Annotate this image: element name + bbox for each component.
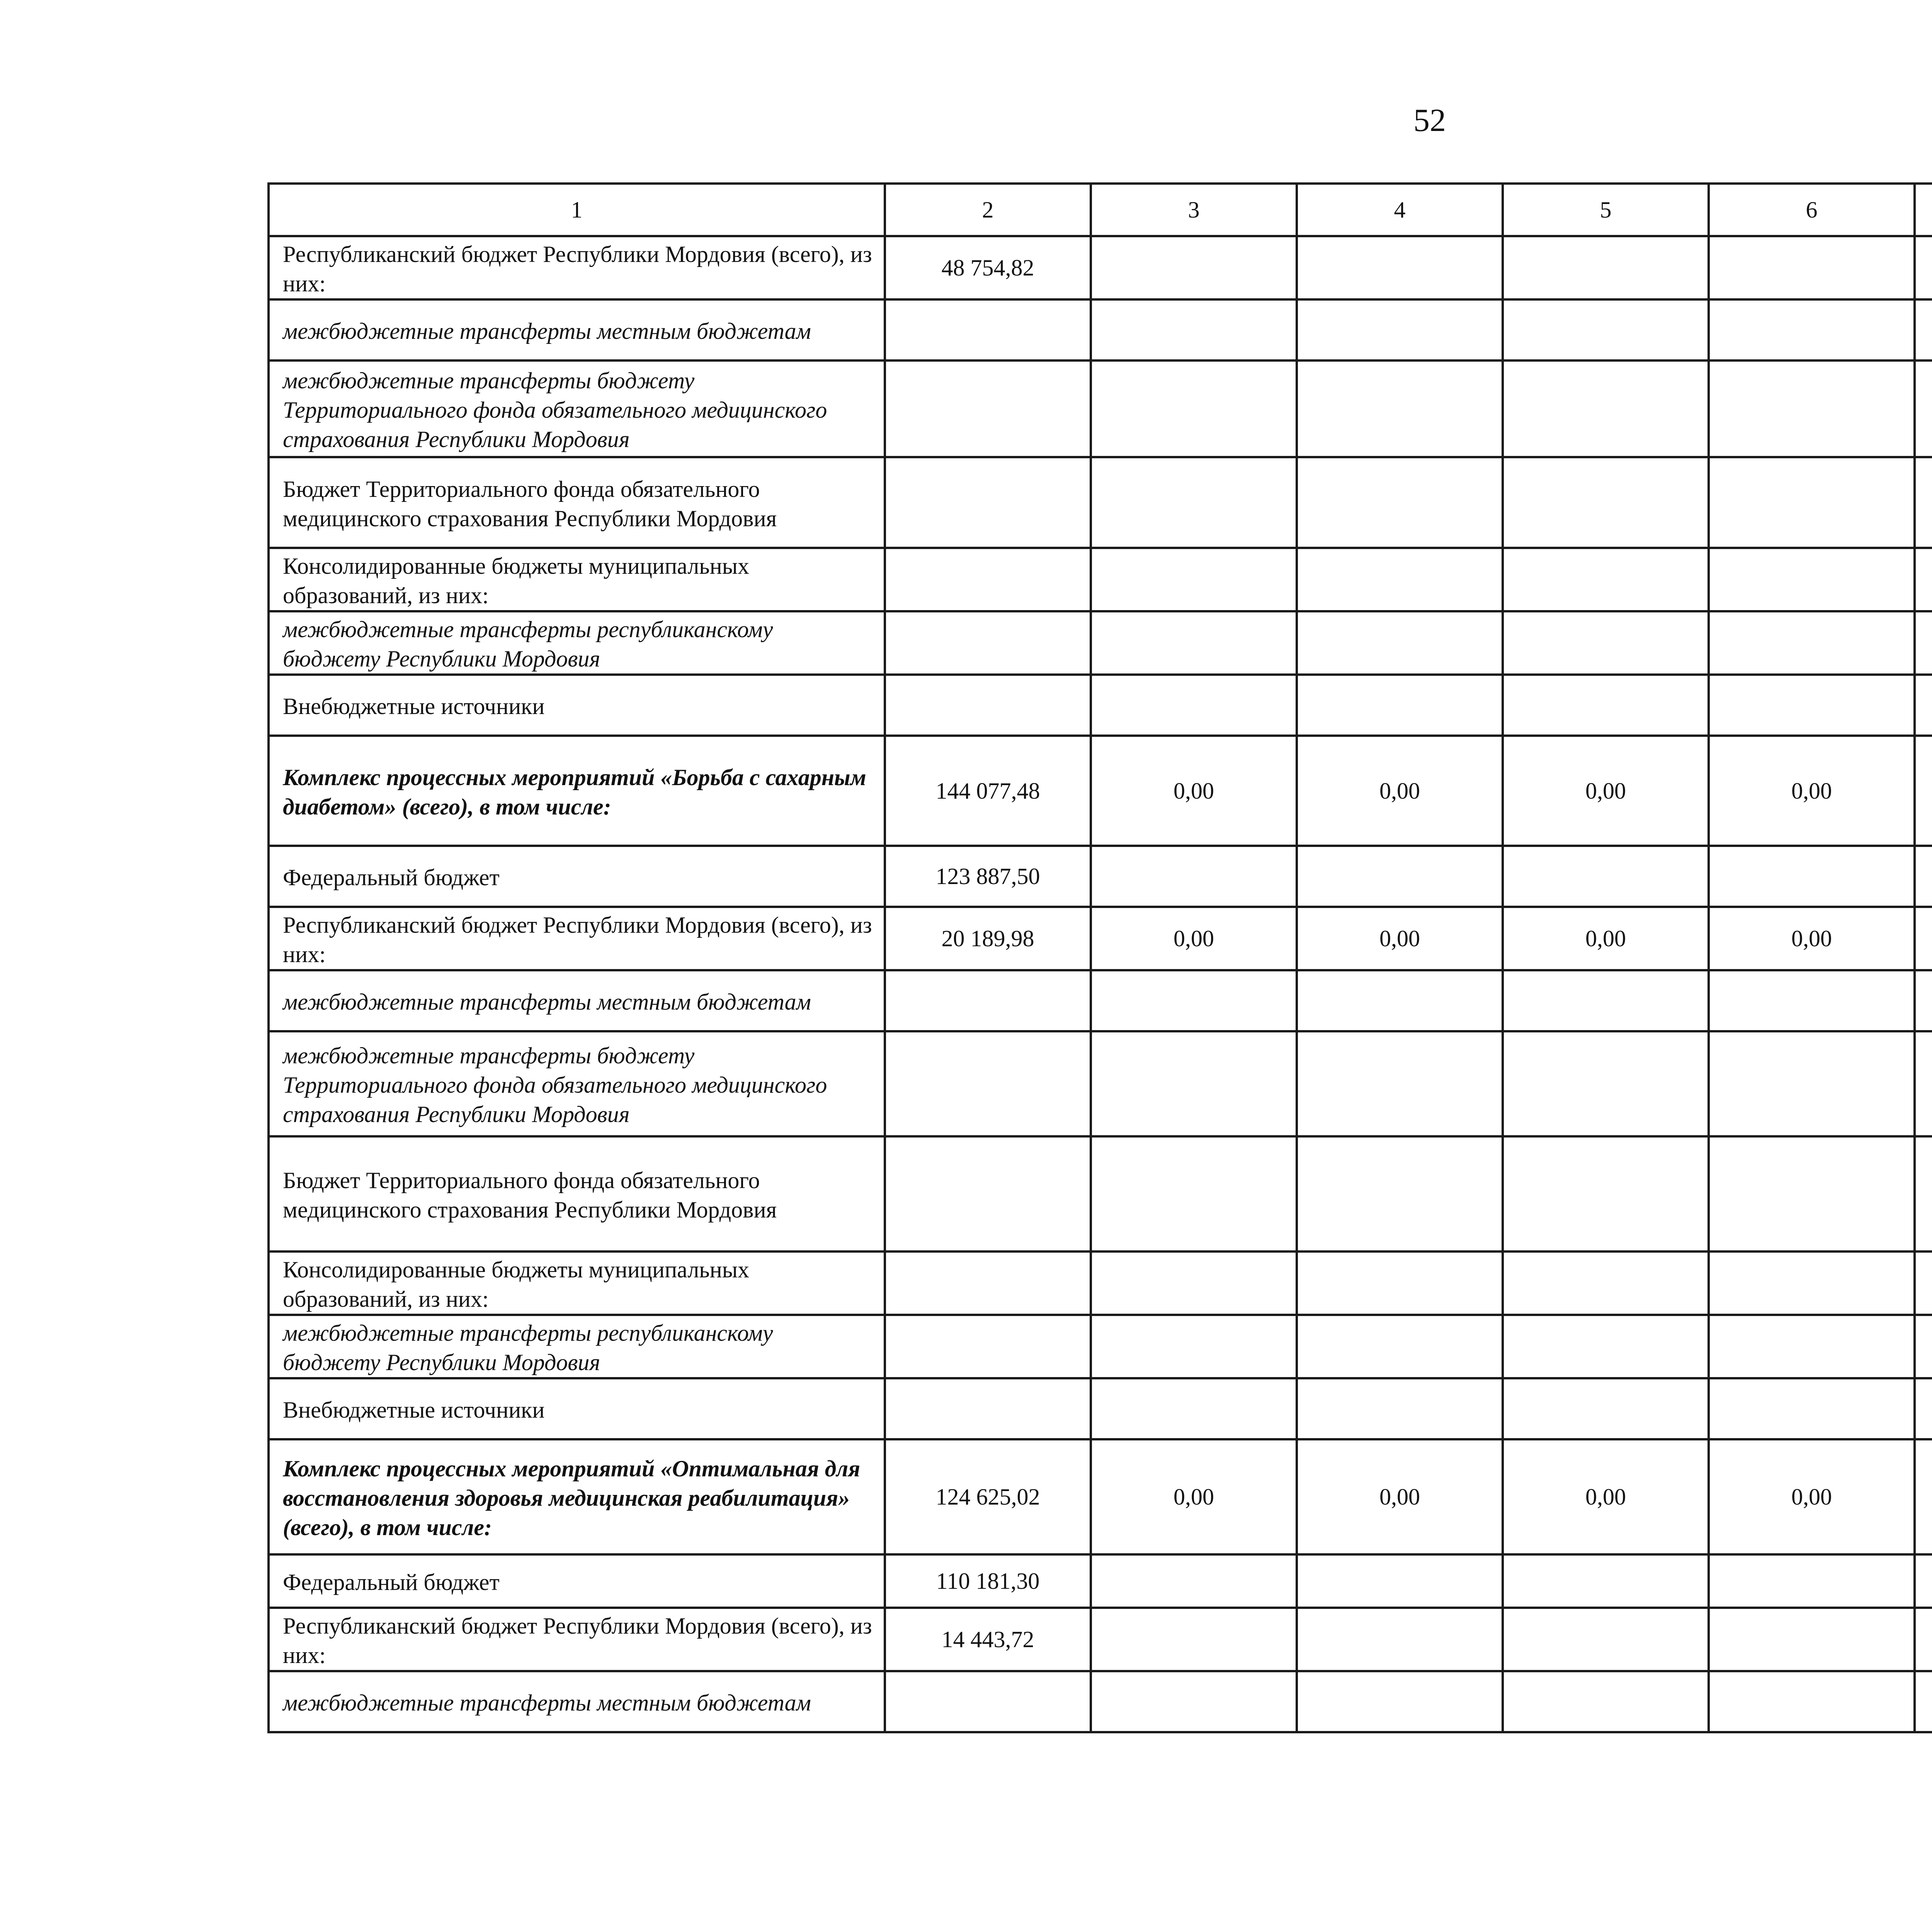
value-cell (885, 1315, 1091, 1378)
value-cell (1503, 970, 1709, 1031)
value-cell (1915, 611, 1932, 675)
row-label: Комплекс процессных мероприятий «Оптимальная для восстановления здоровья медицинская реабилитация» (всего), в том числе: (269, 1439, 885, 1554)
value-cell: 14 443,72 (885, 1608, 1091, 1671)
value-cell (1915, 457, 1932, 548)
row-label: межбюджетные трансферты республиканскому бюджету Республики Мордовия (269, 611, 885, 675)
value-cell (1915, 846, 1932, 907)
value-cell (1915, 1251, 1932, 1315)
value-cell (1503, 1251, 1709, 1315)
value-cell (1091, 1378, 1297, 1439)
value-cell: 0,00 (1091, 907, 1297, 970)
value-cell (1503, 1608, 1709, 1671)
value-cell (1503, 1136, 1709, 1251)
value-cell (885, 611, 1091, 675)
value-cell: 0,00 (1091, 1439, 1297, 1554)
value-cell (1709, 457, 1915, 548)
value-cell (1709, 611, 1915, 675)
row-label: Внебюджетные источники (269, 675, 885, 736)
value-cell (1091, 1608, 1297, 1671)
value-cell (1915, 236, 1932, 299)
value-cell (1297, 299, 1503, 360)
value-cell (1709, 1315, 1915, 1378)
value-cell (1503, 1554, 1709, 1608)
value-cell (1915, 299, 1932, 360)
table-row (269, 736, 1932, 846)
value-cell: 0,00 (1709, 736, 1915, 846)
value-cell (1915, 736, 1932, 846)
column-number: 5 (1503, 184, 1709, 236)
row-label: Консолидированные бюджеты муниципальных образований, из них: (269, 1251, 885, 1315)
table-row (269, 1136, 1932, 1251)
value-cell (1503, 846, 1709, 907)
value-cell (1297, 548, 1503, 611)
value-cell: 0,00 (1297, 736, 1503, 846)
value-cell (1091, 236, 1297, 299)
value-cell (1503, 1315, 1709, 1378)
row-label: межбюджетные трансферты местным бюджетам (269, 299, 885, 360)
value-cell (1915, 548, 1932, 611)
value-cell: 20 189,98 (885, 907, 1091, 970)
row-label: Бюджет Территориального фонда обязательного медицинского страхования Республики Мордовия (269, 1136, 885, 1251)
value-cell (1709, 846, 1915, 907)
table-row (269, 846, 1932, 907)
row-label: Федеральный бюджет (269, 846, 885, 907)
row-label: межбюджетные трансферты бюджету Территориального фонда обязательного медицинского страхования Республики Мордовия (269, 360, 885, 457)
value-cell (1297, 1554, 1503, 1608)
value-cell (1709, 1671, 1915, 1732)
value-cell (1503, 457, 1709, 548)
value-cell: 0,00 (1503, 736, 1709, 846)
value-cell (1297, 236, 1503, 299)
value-cell (1091, 1136, 1297, 1251)
value-cell (1709, 970, 1915, 1031)
value-cell (1091, 1554, 1297, 1608)
value-cell (1915, 360, 1932, 457)
value-cell (1915, 675, 1932, 736)
value-cell (885, 1671, 1091, 1732)
column-number: 4 (1297, 184, 1503, 236)
value-cell (1297, 360, 1503, 457)
value-cell (1297, 1251, 1503, 1315)
value-cell (1709, 360, 1915, 457)
value-cell: 110 181,30 (885, 1554, 1091, 1608)
row-label: межбюджетные трансферты республиканскому бюджету Республики Мордовия (269, 1315, 885, 1378)
table-row (269, 457, 1932, 548)
table-row (269, 1554, 1932, 1608)
value-cell (1503, 1671, 1709, 1732)
value-cell (1915, 1439, 1932, 1554)
table-row (269, 1608, 1932, 1671)
row-label: Консолидированные бюджеты муниципальных образований, из них: (269, 548, 885, 611)
value-cell (1091, 970, 1297, 1031)
row-label: Республиканский бюджет Республики Мордовия (всего), из них: (269, 907, 885, 970)
value-cell: 0,00 (1709, 1439, 1915, 1554)
row-label: межбюджетные трансферты местным бюджетам (269, 1671, 885, 1732)
column-number-row (269, 184, 1932, 236)
value-cell (885, 457, 1091, 548)
row-label: Республиканский бюджет Республики Мордовия (всего), из них: (269, 1608, 885, 1671)
value-cell (1297, 1136, 1503, 1251)
row-label: Комплекс процессных мероприятий «Борьба с сахарным диабетом» (всего), в том числе: (269, 736, 885, 846)
value-cell (1503, 1378, 1709, 1439)
table-row (269, 1378, 1932, 1439)
table-row (269, 907, 1932, 970)
table-row (269, 611, 1932, 675)
value-cell (1091, 457, 1297, 548)
value-cell (1091, 1251, 1297, 1315)
value-cell (1091, 1315, 1297, 1378)
row-label: Федеральный бюджет (269, 1554, 885, 1608)
value-cell (1297, 1608, 1503, 1671)
value-cell (1915, 1136, 1932, 1251)
value-cell: 48 754,82 (885, 236, 1091, 299)
value-cell (1297, 1315, 1503, 1378)
value-cell (1915, 1378, 1932, 1439)
value-cell: 0,00 (1709, 907, 1915, 970)
value-cell (1709, 1136, 1915, 1251)
value-cell (1915, 970, 1932, 1031)
value-cell (885, 1378, 1091, 1439)
column-number (1915, 184, 1932, 236)
value-cell (1915, 1554, 1932, 1608)
value-cell: 0,00 (1503, 907, 1709, 970)
value-cell (1709, 236, 1915, 299)
value-cell (885, 360, 1091, 457)
row-label: межбюджетные трансферты бюджету Территориального фонда обязательного медицинского страхования Республики Мордовия (269, 1031, 885, 1136)
page-number: 52 (1413, 102, 1446, 138)
value-cell (1709, 1031, 1915, 1136)
value-cell (1297, 846, 1503, 907)
table-row (269, 236, 1932, 299)
value-cell (1297, 1671, 1503, 1732)
value-cell (1709, 299, 1915, 360)
value-cell (1297, 457, 1503, 548)
value-cell: 0,00 (1091, 736, 1297, 846)
value-cell (1915, 1608, 1932, 1671)
column-number: 2 (885, 184, 1091, 236)
value-cell (1503, 611, 1709, 675)
value-cell: 0,00 (1503, 1439, 1709, 1554)
table-row (269, 360, 1932, 457)
value-cell (1091, 299, 1297, 360)
value-cell (1709, 1378, 1915, 1439)
value-cell: 0,00 (1297, 1439, 1503, 1554)
value-cell (1709, 675, 1915, 736)
value-cell (885, 1136, 1091, 1251)
table-row (269, 548, 1932, 611)
value-cell (885, 299, 1091, 360)
table-row (269, 1671, 1932, 1732)
table-row (269, 1031, 1932, 1136)
table-body (269, 184, 1932, 1732)
value-cell (1503, 675, 1709, 736)
column-number: 6 (1709, 184, 1915, 236)
value-cell (1091, 1671, 1297, 1732)
value-cell (1709, 548, 1915, 611)
column-number: 3 (1091, 184, 1297, 236)
table-row (269, 1439, 1932, 1554)
value-cell (1709, 1608, 1915, 1671)
value-cell (1503, 360, 1709, 457)
table-row (269, 970, 1932, 1031)
value-cell (1091, 611, 1297, 675)
value-cell (1915, 1031, 1932, 1136)
value-cell (1915, 1671, 1932, 1732)
value-cell (1709, 1251, 1915, 1315)
row-label: Бюджет Территориального фонда обязательного медицинского страхования Республики Мордовия (269, 457, 885, 548)
value-cell: 123 887,50 (885, 846, 1091, 907)
value-cell (885, 548, 1091, 611)
row-label: Республиканский бюджет Республики Мордовия (всего), из них: (269, 236, 885, 299)
value-cell (1297, 970, 1503, 1031)
value-cell (1297, 611, 1503, 675)
table-row (269, 1251, 1932, 1315)
value-cell (1915, 1315, 1932, 1378)
value-cell: 0,00 (1297, 907, 1503, 970)
table-row (269, 299, 1932, 360)
value-cell (1709, 1554, 1915, 1608)
value-cell (1091, 1031, 1297, 1136)
value-cell (1503, 548, 1709, 611)
value-cell (1091, 846, 1297, 907)
row-label: Внебюджетные источники (269, 1378, 885, 1439)
row-label: межбюджетные трансферты местным бюджетам (269, 970, 885, 1031)
value-cell: 124 625,02 (885, 1439, 1091, 1554)
table-row (269, 675, 1932, 736)
value-cell (1297, 1031, 1503, 1136)
value-cell (1915, 907, 1932, 970)
value-cell (885, 1251, 1091, 1315)
value-cell (885, 675, 1091, 736)
value-cell (1503, 299, 1709, 360)
value-cell (1091, 360, 1297, 457)
value-cell (1503, 1031, 1709, 1136)
value-cell (1297, 1378, 1503, 1439)
value-cell (1091, 675, 1297, 736)
value-cell (1091, 548, 1297, 611)
value-cell (885, 1031, 1091, 1136)
column-number: 1 (269, 184, 885, 236)
budget-table (267, 182, 1932, 1733)
value-cell (1503, 236, 1709, 299)
table-row (269, 1315, 1932, 1378)
value-cell (1297, 675, 1503, 736)
value-cell (885, 970, 1091, 1031)
value-cell: 144 077,48 (885, 736, 1091, 846)
